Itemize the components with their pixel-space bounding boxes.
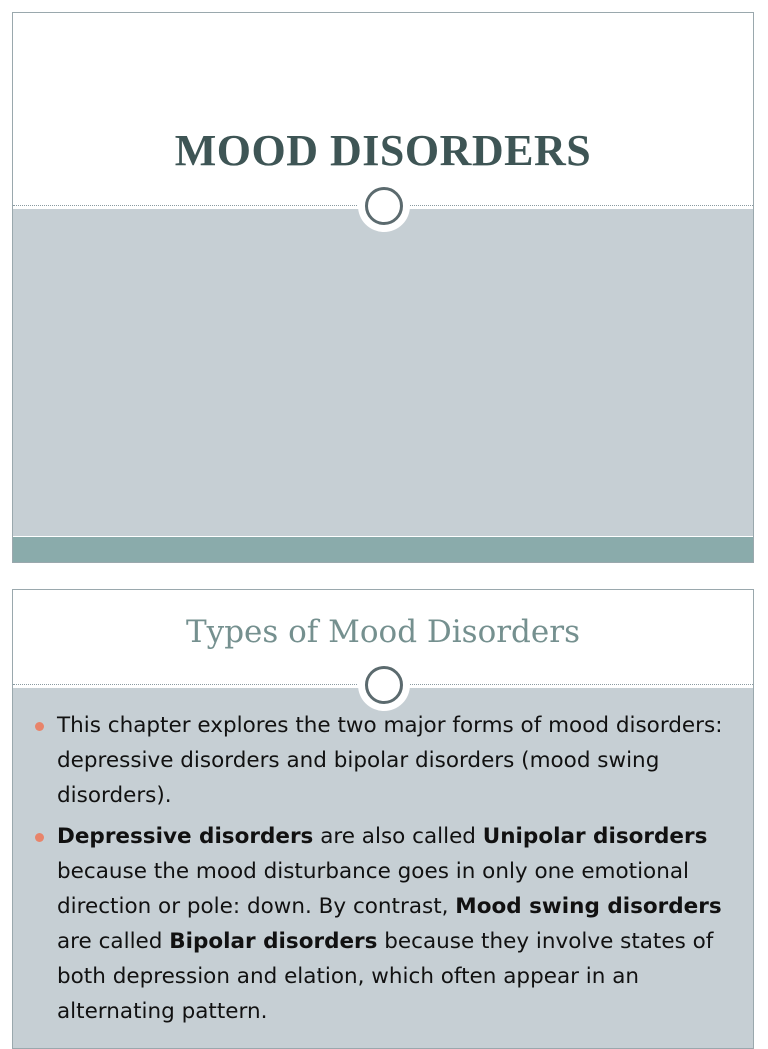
bold-term: Unipolar disorders bbox=[482, 824, 708, 849]
bold-term: Bipolar disorders bbox=[169, 929, 378, 954]
content-area bbox=[13, 209, 753, 536]
bullet-text: This chapter explores the two major forms of mood disorders: depressive disorders and bipolar disorders (mood swing disorders). bbox=[57, 713, 723, 808]
bullet-text: are called bbox=[57, 929, 170, 954]
bullet-text: because the mood disturbance goes in only one emotional direction or pole: down. By contrast, bbox=[57, 859, 689, 919]
bullet-list bbox=[35, 708, 739, 1035]
title-slide bbox=[12, 12, 754, 563]
bullet-text: are also called bbox=[313, 824, 483, 849]
circle-ornament-icon bbox=[358, 659, 410, 711]
title-area bbox=[13, 13, 753, 205]
bold-term: Depressive disorders bbox=[57, 824, 314, 849]
bold-term: Mood swing disorders bbox=[455, 894, 722, 919]
slide-title: MOOD DISORDERS bbox=[174, 126, 592, 175]
circle-ornament-icon bbox=[358, 180, 410, 232]
slide-title: Types of Mood Disorders bbox=[186, 614, 580, 650]
bullet-item bbox=[35, 708, 739, 813]
bullet-text: because they involve states of both depression and elation, which often appear in an alternating pattern. bbox=[57, 929, 714, 1024]
footer-band bbox=[13, 537, 753, 563]
bullet-item bbox=[35, 819, 739, 1029]
content-slide bbox=[12, 589, 754, 1049]
